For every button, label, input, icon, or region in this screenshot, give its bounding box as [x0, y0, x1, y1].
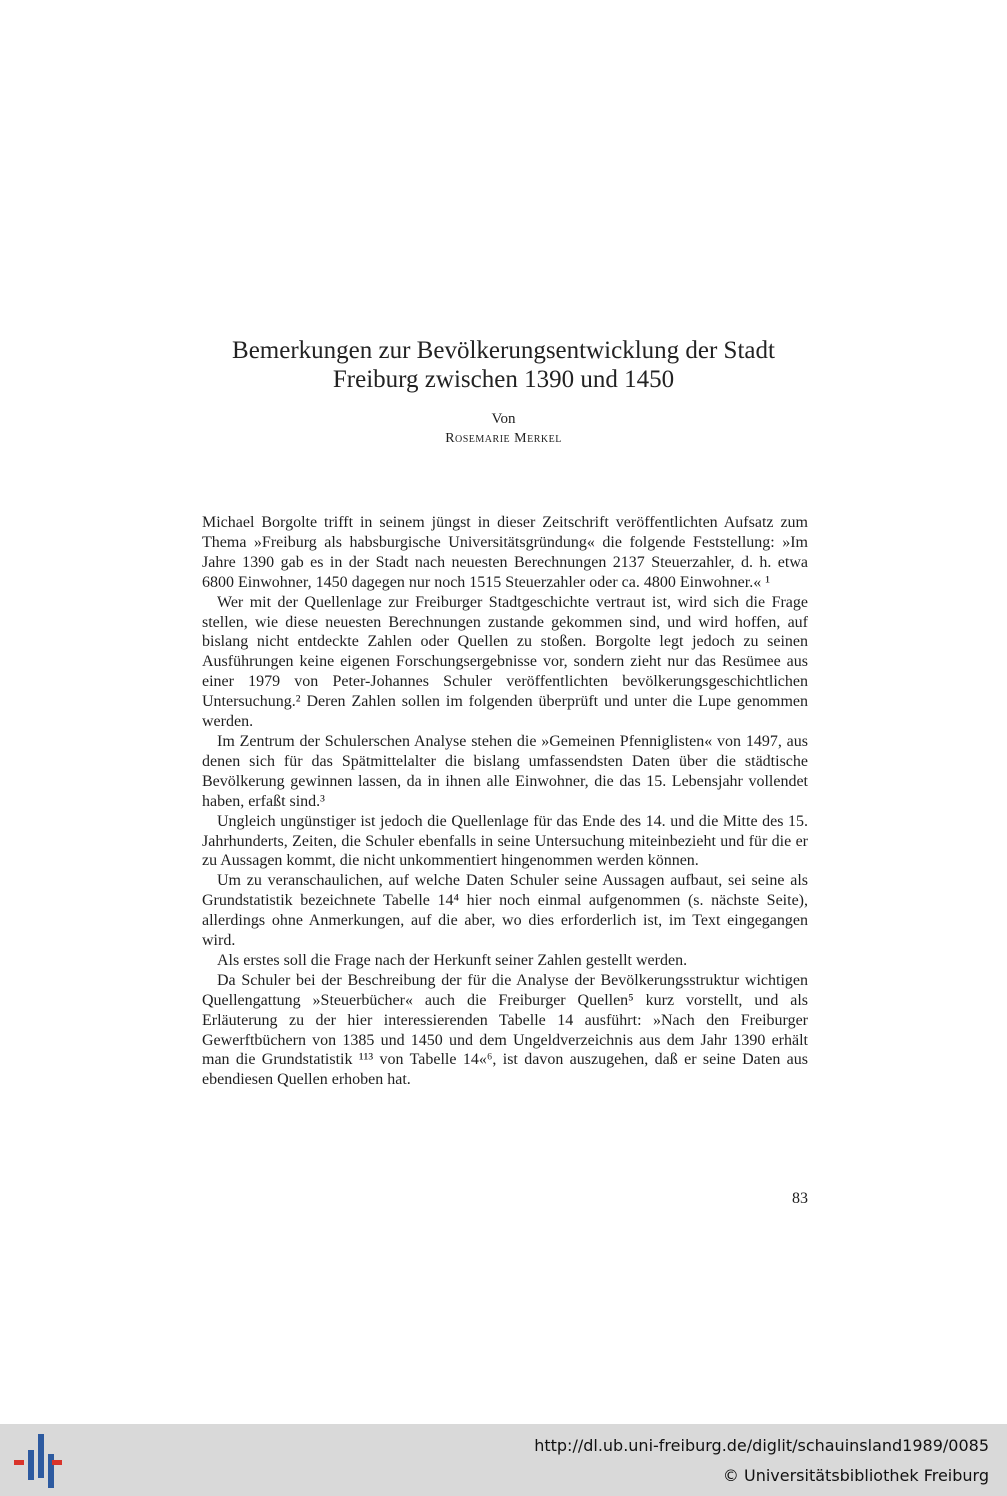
title-line-2: Freiburg zwischen 1390 und 1450 [332, 366, 675, 393]
paragraph-2: Wer mit der Quellenlage zur Freiburger Stadtgeschichte vertraut ist, wird sich die Frage stellen, wie diese neuesten Berechnungen zustande gekommen sind, und wird hoffen, auf bislang nicht entdeckte Zahlen oder Quellen zu stoßen. Borgolte legt jedoch zu seinen Ausführungen keine eigenen Forschungsergebnisse vor, sondern zieht nur das Resümee aus einer 1979 von Peter-Johannes Schuler veröffentlichten bevölkerungsgeschichtlichen Untersuchung.² Deren Zahlen sollen im folgenden überprüft und unter die Lupe genommen werden. [202, 593, 808, 731]
paragraph-6: Als erstes soll die Frage nach der Herkunft seiner Zahlen gestellt werden. [217, 951, 688, 969]
paragraph-1: Michael Borgolte trifft in seinem jüngst in dieser Zeitschrift veröffentlichten Aufsatz zum Thema »Freiburg als habsburgische Universitätsgründung« die folgende Feststellung: »Im Jahre 1390 gab es in der Stadt nach neuesten Berechnungen 2137 Steuerzahler, d. h. etwa 6800 Einwohner, 1450 dagegen nur noch 1515 Steuerzahler oder ca. 4800 Einwohner.« ¹ [202, 514, 808, 591]
article-title [140, 336, 867, 394]
paragraph-3: Im Zentrum der Schulerschen Analyse stehen die »Gemeinen Pfenniglisten« von 1497, aus denen sich für das Spätmittelalter die bislang umfassendsten Daten über die städtische Bevölkerung gewinnen lassen, da in ihnen alle Einwohner, die das 15. Lebensjahr vollendet haben, erfaßt sind.³ [202, 732, 808, 810]
paragraph-4: Ungleich ungünstiger ist jedoch die Quellenlage für das Ende des 14. und die Mitte des 15. Jahrhunderts, Zeiten, die Schuler ebenfalls in seine Untersuchung miteinbezieht und für die er zu Aussagen kommt, die nicht unkommentiert hingenommen werden können. [202, 812, 808, 870]
title-line-1: Bemerkungen zur Bevölkerungsentwicklung der Stadt [232, 337, 775, 364]
article-body [202, 513, 808, 1090]
source-url-link[interactable]: http://dl.ub.uni-freiburg.de/diglit/schauinsland1989/0085 [534, 1436, 989, 1455]
footer-bar [0, 1424, 1007, 1496]
paragraph-5: Um zu veranschaulichen, auf welche Daten Schuler seine Aussagen aufbaut, sei seine als Grundstatistik bezeichnete Tabelle 14⁴ hier noch einmal aufgenommen (s. nächste Seite), allerdings ohne Anmerkungen, auf die aber, wo dies erforderlich ist, im Text eingegangen wird. [202, 872, 808, 950]
copyright-notice: © Universitätsbibliothek Freiburg [722, 1466, 989, 1485]
author-name: Rosemarie Merkel [445, 431, 562, 446]
byline-von: Von [491, 411, 516, 427]
ub-freiburg-logo-icon[interactable] [12, 1434, 64, 1488]
page-number: 83 [792, 1190, 808, 1207]
paragraph-7: Da Schuler bei der Beschreibung der für die Analyse der Bevölkerungsstruktur wichtigen Quellengattung »Steuerbücher« auch die Freiburger Quellen⁵ kurz vorstellt, und als Erläuterung zu der hier interessierenden Tabelle 14 ausführt: »Nach den Freiburger Gewerftbüchern von 1385 und 1450 und dem Ungeldverzeichnis aus dem Jahr 1390 erhält man die Grundstatistik ¹¹³ von Tabelle 14«⁶, ist davon auszugehen, daß er seine Daten aus ebendiesen Quellen erhoben hat. [202, 971, 808, 1089]
